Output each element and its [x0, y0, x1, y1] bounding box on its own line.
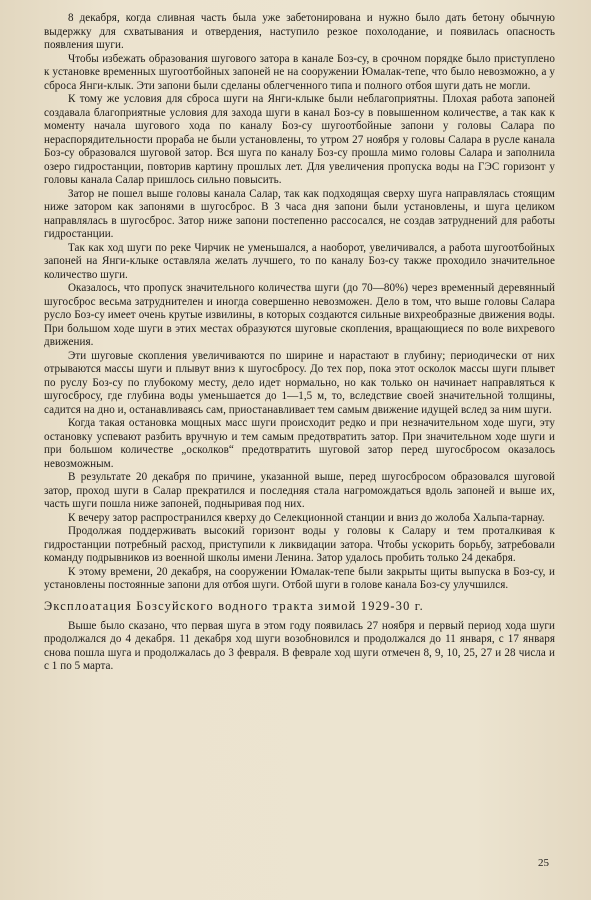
page-number: 25 [538, 857, 549, 869]
paragraph-10: К вечеру затор распространился кверху до Селекционной станции и вниз до жолоба Хальпа-тарнау. [68, 511, 545, 524]
paragraph-9: В результате 20 декабря по причине, указанной выше, перед шугосбросом образовался шуговой затор, проход шуги в Салар прекратился и последняя стала нагромождаться вдоль запоней и выше их, часть шуги пошла ниже запоней, подныривая под них. [44, 471, 555, 510]
paragraph-4: Затор не пошел выше головы канала Салар, так как подходящая сверху шуга направлялась стоящим ниже затором как запонями в шугосброс. В 3 часа дня запони были установлены, и шуга целиком направлялась в шугосброс. Затор ниже запони постепенно рассосался, не создав затруднений для работы гидростанции. [44, 187, 555, 240]
paragraph-2: Чтобы избежать образования шугового затора в канале Боз-су, в срочном порядке было приступлено к установке временных шугоотбойных запоней не на сооружении Юмалак-тепе, что было невозможно, а у сброса Янги-клык. Эти запони были сделаны облегченного типа и полного отбоя шуги дать не могли. [44, 52, 555, 92]
section-heading: Эксплоатация Бозсуйского водного тракта зимой 1929-30 г. [44, 598, 424, 613]
paragraph-11: Продолжая поддерживать высокий горизонт воды у головы к Салару и тем проталкивая к гидростанции потребный расход, приступили к ликвидации затора. Чтобы ускорить борьбу, затребовали команду подрывников из военной школы имени Ленина. Затор удалось пробить только 24 декабря. [44, 525, 555, 564]
paragraph-8: Когда такая остановка мощных масс шуги происходит редко и при незначительном ходе шуги, эту остановку успевают разбить вручную и тем самым предотвратить затор. При значительном ходе шуги и при большом количестве „осколков“ предотвратить шуговой затор перед шугосбросом оказалось невозможным. [44, 417, 555, 470]
paragraph-6: Оказалось, что пропуск значительного количества шуги (до 70—80%) через временный деревянный шугосброс весьма затруднителен и иногда совершенно невозможен. Дело в том, что выше головы Салара русло Боз-су имеет очень крутые извилины, в которых создаются сильные вихреобразные движения воды. При большом ходе шуги в этих местах образуются шуговые скопления, вращающиеся по воле вихревого движения. [44, 282, 555, 348]
paragraph-12: К этому времени, 20 декабря, на сооружении Юмалак-тепе были закрыты щиты выпуска в Боз-су, и установлены постоянные запони для отбоя шуги. Отбой шуги в голове канала Боз-су улучшился. [44, 565, 555, 591]
paragraph-5: Так как ход шуги по реке Чирчик не уменьшался, а наоборот, увеличивался, а работа шугоотбойных запоней на Янги-клыке оставляла желать лучшего, то по каналу Боз-су также проходило значительное количество шуги. [44, 241, 555, 281]
paragraph-7: Эти шуговые скопления увеличиваются по ширине и нарастают в глубину; периодически от них отрываются массы шуги и плывут вниз к шугосбросу. До тех пор, пока этот осколок массы шуги плывет по руслу Боз-су по глубокому месту, дело идет нормально, но как только он начинает направляться к шугосбросу, где глубина воды уменьшается до 1—1,5 м, то, вследствие своей значительной толщины, садится на дно и, останавливаясь сам, приостанавливает тем самым движение идущей вслед за ним шуги. [44, 349, 555, 416]
paragraph-3: К тому же условия для сброса шуги на Янги-клыке были неблагоприятны. Плохая работа запоней создавала благоприятные условия для захода шуги в канал Боз-су в повышенном количестве, а так как к моменту начала шугового хода по каналу Боз-су шугоотбойные запони у головы Салара по нераспорядительности прораба не были установлены, то утром 27 ноября у головы Салара в русле канала Боз-су образовался шуговой затор. Вся шуга по каналу Боз-су прошла мимо головы Салара и заполнила озеро гидростанции, повторив картину прошлых лет. Для увеличения пропуска воды на ГЭС горизонт у головы канала Салар пришлось сильно повысить. [44, 93, 555, 186]
paragraph-13: Выше было сказано, что первая шуга в этом году появилась 27 ноября и первый период хода шуги продолжался до 4 декабря. 11 декабря ход шуги возобновился и продолжался до 11 января, с 17 января снова пошла шуга и продолжалась до 3 февраля. В феврале ход шуги отмечен 8, 9, 10, 25, 27 и 28 числа и с 1 по 5 марта. [44, 619, 555, 672]
paragraph-1: 8 декабря, когда сливная часть была уже забетонирована и нужно было дать бетону обычную выдержку для схватывания и отвердения, наступило резкое похолодание, и появилась опасность появления шуги. [44, 12, 555, 51]
